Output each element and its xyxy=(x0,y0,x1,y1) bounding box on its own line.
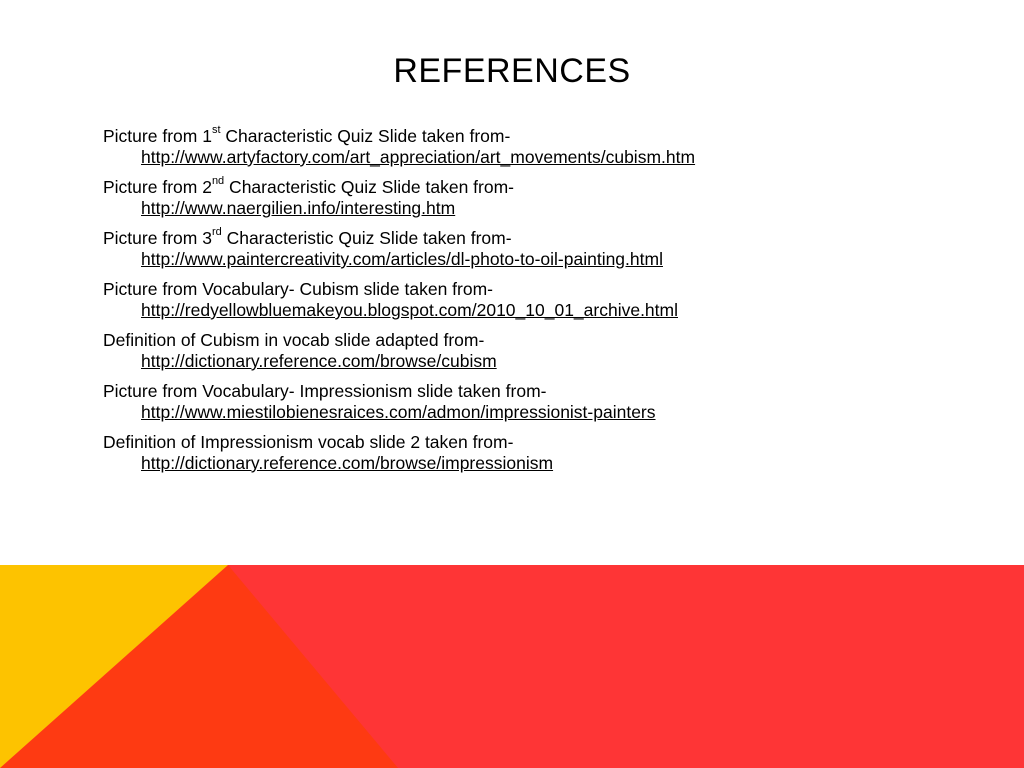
reference-item xyxy=(103,279,983,321)
slide-title: REFERENCES xyxy=(393,52,631,90)
reference-description: Picture from 1st Characteristic Quiz Slide taken from- xyxy=(103,124,511,146)
reference-item xyxy=(103,126,983,168)
reference-list xyxy=(103,126,983,483)
reference-description: Definition of Cubism in vocab slide adapted from- xyxy=(103,330,485,350)
decorative-color-band xyxy=(0,565,1024,768)
reference-link[interactable]: http://dictionary.reference.com/browse/impressionism xyxy=(141,453,554,473)
reference-item xyxy=(103,381,983,423)
reference-link[interactable]: http://www.artyfactory.com/art_appreciation/art_movements/cubism.htm xyxy=(141,147,696,167)
reference-description: Picture from 3rd Characteristic Quiz Slide taken from- xyxy=(103,226,512,248)
reference-link[interactable]: http://www.miestilobienesraices.com/admon/impressionist-painters xyxy=(141,402,656,422)
reference-description: Picture from 2nd Characteristic Quiz Slide taken from- xyxy=(103,175,515,197)
reference-link[interactable]: http://redyellowbluemakeyou.blogspot.com/2010_10_01_archive.html xyxy=(141,300,678,320)
reference-description: Picture from Vocabulary- Impressionism slide taken from- xyxy=(103,381,547,401)
reference-link[interactable]: http://dictionary.reference.com/browse/cubism xyxy=(141,351,497,371)
reference-item xyxy=(103,177,983,219)
reference-item xyxy=(103,330,983,372)
reference-item xyxy=(103,228,983,270)
reference-item xyxy=(103,432,983,474)
reference-link[interactable]: http://www.naergilien.info/interesting.htm xyxy=(141,198,456,218)
reference-description: Definition of Impressionism vocab slide 2 taken from- xyxy=(103,432,514,452)
reference-description: Picture from Vocabulary- Cubism slide taken from- xyxy=(103,279,493,299)
reference-link[interactable]: http://www.paintercreativity.com/articles/dl-photo-to-oil-painting.html xyxy=(141,249,663,269)
